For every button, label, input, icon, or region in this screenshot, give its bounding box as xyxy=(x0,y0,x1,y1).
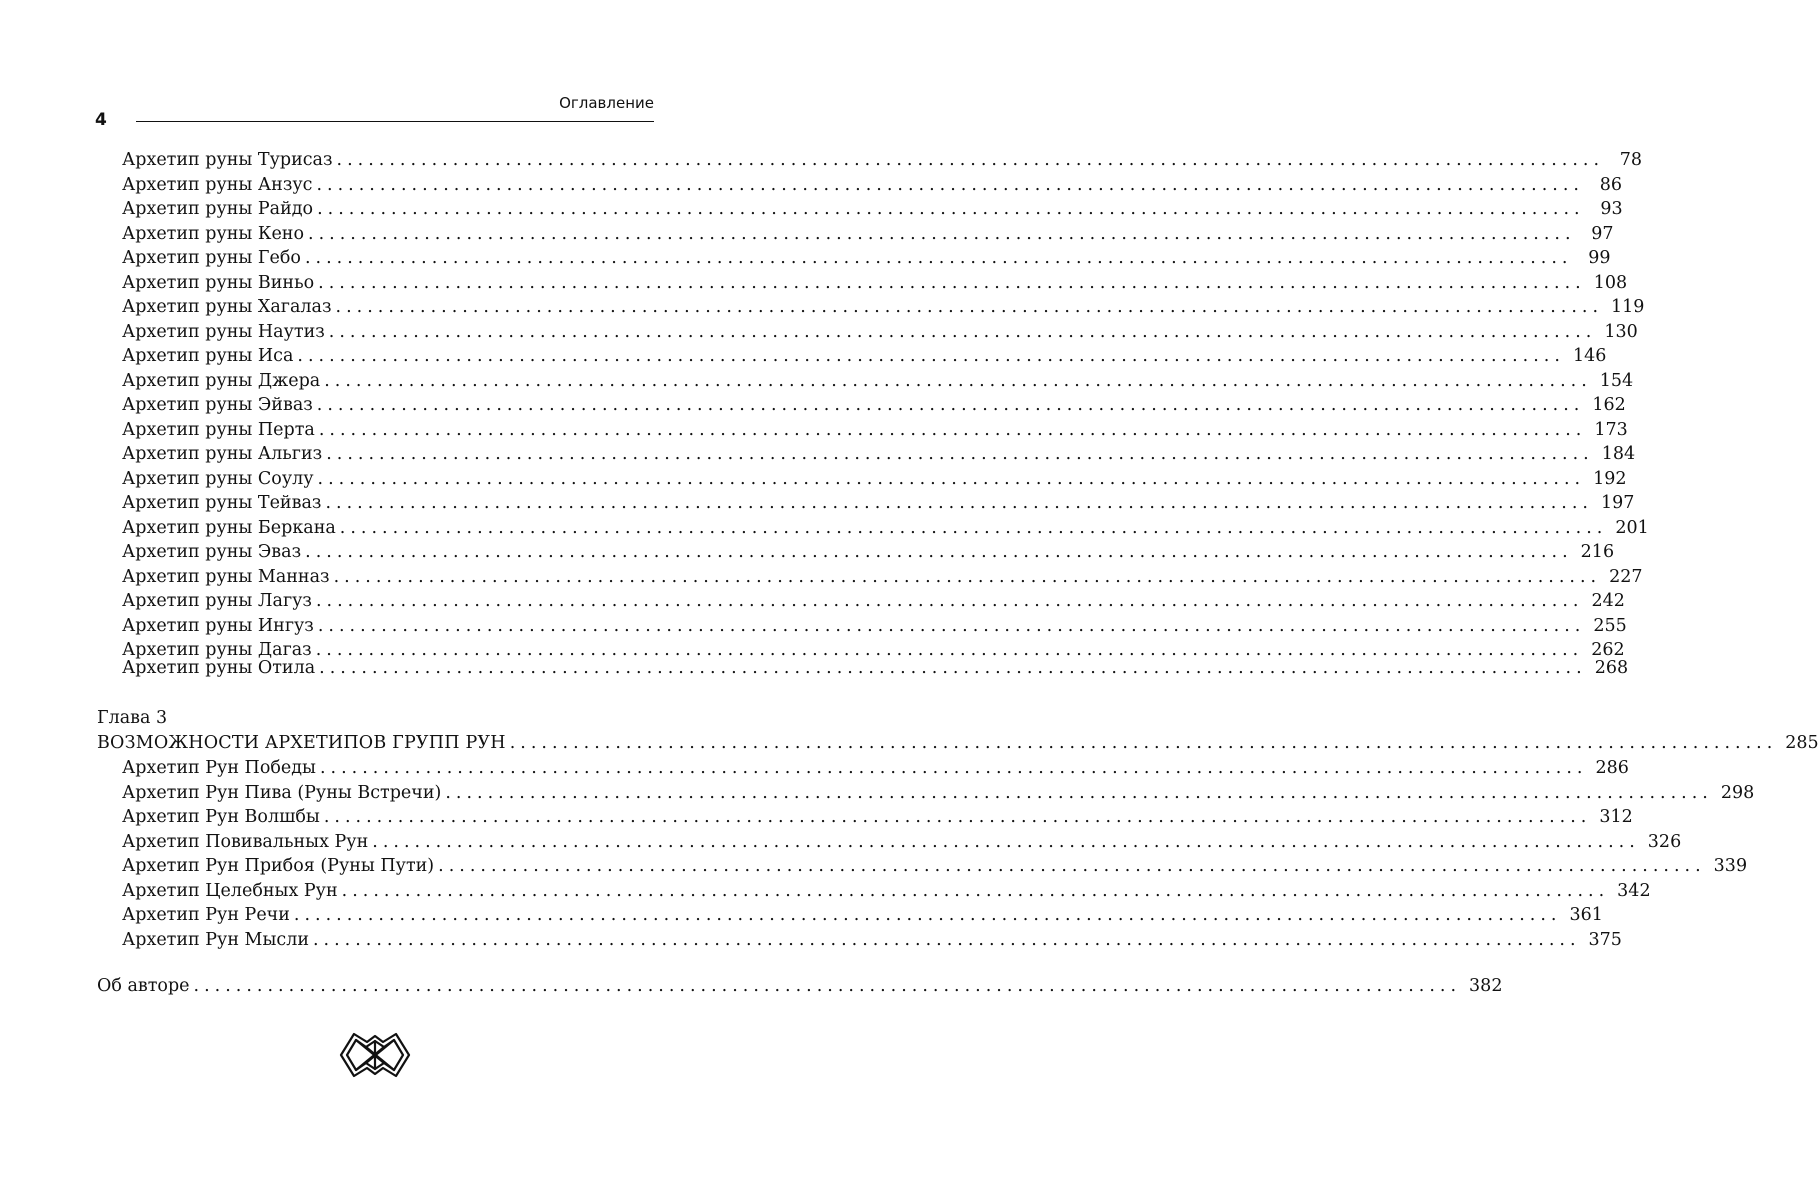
toc-entry-title: Архетип руны Гебо xyxy=(122,248,301,268)
toc-entry-title: Архетип руны Хагалаз xyxy=(122,297,332,317)
toc-entry[interactable] xyxy=(122,854,1748,878)
toc-entry[interactable] xyxy=(122,614,1627,638)
toc-entry[interactable] xyxy=(122,197,1623,221)
leader-dots: ........................................................................................................................ xyxy=(293,905,1562,925)
leader-dots: ........................................................................................................................ xyxy=(308,223,1576,244)
running-title: Оглавление xyxy=(559,94,654,112)
toc-entry-page: 201 xyxy=(1615,517,1649,538)
toc-entry-title: Архетип Рун Волшбы xyxy=(122,807,320,827)
toc-entry-title: Архетип руны Перта xyxy=(122,419,315,440)
toc-entry-page: 242 xyxy=(1591,591,1625,611)
toc-entry-page: 162 xyxy=(1592,395,1626,415)
leader-dots: ........................................................................................................................ xyxy=(316,395,1585,415)
leader-dots: ........................................................................................................................ xyxy=(319,758,1588,778)
toc-entry[interactable] xyxy=(122,246,1611,270)
leader-dots: ........................................................................................................................ xyxy=(318,272,1586,293)
toc-entry-page: 326 xyxy=(1647,831,1682,852)
toc-entry-page: 154 xyxy=(1599,370,1634,391)
leader-dots: ........................................................................................................................ xyxy=(305,542,1573,562)
toc-entry[interactable] xyxy=(122,540,1615,564)
toc-entry[interactable] xyxy=(122,565,1643,589)
about-author-entry[interactable] xyxy=(97,974,1503,998)
chapter-label: Глава 3 xyxy=(97,708,168,728)
toc-entry[interactable] xyxy=(122,781,1755,805)
leader-dots: ........................................................................................................................ xyxy=(325,493,1593,513)
toc-entry[interactable] xyxy=(122,148,1643,172)
toc-entry[interactable] xyxy=(122,830,1682,854)
leader-dots: ........................................................................................................................ xyxy=(297,346,1565,366)
leader-dots: ........................................................................................................................ xyxy=(316,174,1584,195)
toc-entry-title: Архетип руны Турисаз xyxy=(122,150,333,170)
toc-entry-title: Архетип руны Дагаз xyxy=(122,640,312,660)
leader-dots: ........................................................................................................................ xyxy=(341,880,1610,901)
leader-dots: ........................................................................................................................ xyxy=(193,976,1462,996)
toc-entry[interactable] xyxy=(122,756,1629,780)
celtic-knot-icon xyxy=(337,1028,413,1082)
toc-entry-title: Архетип руны Эйваз xyxy=(122,395,313,415)
toc-entry-title: Архетип Рун Речи xyxy=(122,905,290,925)
toc-entry-title: Архетип руны Соулу xyxy=(122,468,314,489)
toc-entry-page: 262 xyxy=(1591,640,1625,660)
toc-entry-page: 342 xyxy=(1617,880,1651,901)
leader-dots: ........................................................................................................................ xyxy=(445,782,1713,803)
leader-dots: ........................................................................................................................ xyxy=(317,199,1585,219)
toc-entry-page: 146 xyxy=(1572,346,1607,366)
toc-entry[interactable] xyxy=(122,320,1638,344)
toc-entry[interactable] xyxy=(122,805,1633,829)
leader-dots: ........................................................................................................................ xyxy=(372,831,1640,852)
chapter-title: ВОЗМОЖНОСТИ АРХЕТИПОВ ГРУПП РУН xyxy=(97,733,506,753)
toc-entry[interactable] xyxy=(122,516,1649,540)
toc-entry-page: 184 xyxy=(1601,444,1636,464)
leader-dots: ........................................................................................................................ xyxy=(319,658,1587,678)
leader-dots: ........................................................................................................................ xyxy=(324,370,1592,391)
toc-entry-page: 298 xyxy=(1720,782,1755,803)
toc-entry-title: Архетип руны Виньо xyxy=(122,272,315,293)
toc-entry-page: 97 xyxy=(1591,223,1614,244)
toc-entry-title: Архетип Целебных Рун xyxy=(122,880,338,901)
header-rule xyxy=(136,121,654,122)
toc-entry-title: Архетип Рун Мысли xyxy=(122,929,309,950)
toc-entry[interactable] xyxy=(122,879,1651,903)
toc-entry-page: 119 xyxy=(1611,297,1645,317)
leader-dots: ........................................................................................................................ xyxy=(317,468,1586,489)
leader-dots: ........................................................................................................................ xyxy=(317,615,1586,636)
toc-entry-page: 192 xyxy=(1593,468,1627,489)
toc-entry-page: 99 xyxy=(1588,248,1611,268)
about-author-title: Об авторе xyxy=(97,976,190,996)
toc-entry-title: Архетип Рун Прибоя (Руны Пути) xyxy=(122,856,435,876)
leader-dots: ........................................................................................................................ xyxy=(315,591,1584,611)
toc-entry-page: 78 xyxy=(1619,150,1643,170)
toc-entry[interactable] xyxy=(122,656,1629,680)
toc-entry[interactable] xyxy=(122,467,1627,491)
leader-dots: ........................................................................................................................ xyxy=(333,566,1602,587)
leader-dots: ........................................................................................................................ xyxy=(335,297,1604,317)
toc-entry[interactable] xyxy=(122,928,1622,952)
toc-entry-title: Архетип руны Альгиз xyxy=(122,444,323,464)
toc-entry-page: 227 xyxy=(1609,566,1643,587)
toc-entry-title: Архетип руны Эваз xyxy=(122,542,302,562)
toc-entry-page: 375 xyxy=(1588,929,1622,950)
toc-entry-page: 173 xyxy=(1594,419,1628,440)
toc-entry[interactable] xyxy=(122,271,1628,295)
toc-entry-title: Архетип руны Райдо xyxy=(122,199,314,219)
toc-entry-title: Архетип Рун Победы xyxy=(122,758,316,778)
toc-entry-page: 339 xyxy=(1713,856,1748,876)
toc-entry-title: Архетип руны Иса xyxy=(122,346,294,366)
chapter-entry[interactable] xyxy=(97,731,1819,755)
toc-entry-page: 361 xyxy=(1569,905,1603,925)
toc-entry-page: 312 xyxy=(1599,807,1633,827)
leader-dots: ........................................................................................................................ xyxy=(318,419,1587,440)
toc-entry[interactable] xyxy=(122,491,1635,515)
toc-entry[interactable] xyxy=(122,418,1628,442)
toc-entry-title: Архетип руны Ингуз xyxy=(122,615,314,636)
page-number: 4 xyxy=(95,110,107,130)
leader-dots: ........................................................................................................................ xyxy=(336,150,1605,170)
leader-dots: ........................................................................................................................ xyxy=(312,929,1581,950)
toc-entry[interactable] xyxy=(122,295,1645,319)
toc-entry-page: 286 xyxy=(1595,758,1629,778)
toc-entry-title: Архетип руны Кено xyxy=(122,223,305,244)
toc-entry-title: Архетип руны Анзус xyxy=(122,174,313,195)
about-author-page: 382 xyxy=(1469,976,1503,996)
leader-dots: ........................................................................................................................ xyxy=(315,640,1584,660)
toc-entry[interactable] xyxy=(122,393,1626,417)
toc-entry-page: 216 xyxy=(1580,542,1615,562)
leader-dots: ........................................................................................................................ xyxy=(328,321,1597,342)
toc-entry[interactable] xyxy=(122,903,1603,927)
leader-dots: ........................................................................................................................ xyxy=(509,733,1778,753)
toc-entry[interactable] xyxy=(122,173,1622,197)
leader-dots: ........................................................................................................................ xyxy=(326,444,1594,464)
leader-dots: ........................................................................................................................ xyxy=(323,807,1592,827)
toc-entry-page: 93 xyxy=(1600,199,1623,219)
toc-entry[interactable] xyxy=(122,222,1614,246)
toc-entry-title: Архетип руны Наутиз xyxy=(122,321,325,342)
toc-entry-title: Архетип руны Отила xyxy=(122,658,316,678)
toc-entry-title: Архетип Повивальных Рун xyxy=(122,831,369,852)
toc-entry[interactable] xyxy=(122,442,1636,466)
leader-dots: ........................................................................................................................ xyxy=(304,248,1573,268)
toc-entry-title: Архетип руны Манназ xyxy=(122,566,330,587)
toc-entry-page: 86 xyxy=(1599,174,1622,195)
toc-entry-page: 255 xyxy=(1593,615,1627,636)
toc-entry-page: 197 xyxy=(1600,493,1635,513)
toc-entry-title: Архетип руны Джера xyxy=(122,370,321,391)
toc-entry[interactable] xyxy=(122,344,1607,368)
toc-entry-title: Архетип Рун Пива (Руны Встречи) xyxy=(122,782,442,803)
toc-entry[interactable] xyxy=(122,589,1625,613)
toc-entry-title: Архетип руны Тейваз xyxy=(122,493,322,513)
toc-entry-title: Архетип руны Беркана xyxy=(122,517,336,538)
toc-entry-title: Архетип руны Лагуз xyxy=(122,591,312,611)
leader-dots: ........................................................................................................................ xyxy=(339,517,1608,538)
chapter-page: 285 xyxy=(1785,733,1819,753)
toc-entry[interactable] xyxy=(122,369,1634,393)
toc-entry-page: 108 xyxy=(1593,272,1628,293)
toc-entry-page: 130 xyxy=(1604,321,1638,342)
leader-dots: ........................................................................................................................ xyxy=(438,856,1706,876)
toc-entry-page: 268 xyxy=(1594,658,1629,678)
